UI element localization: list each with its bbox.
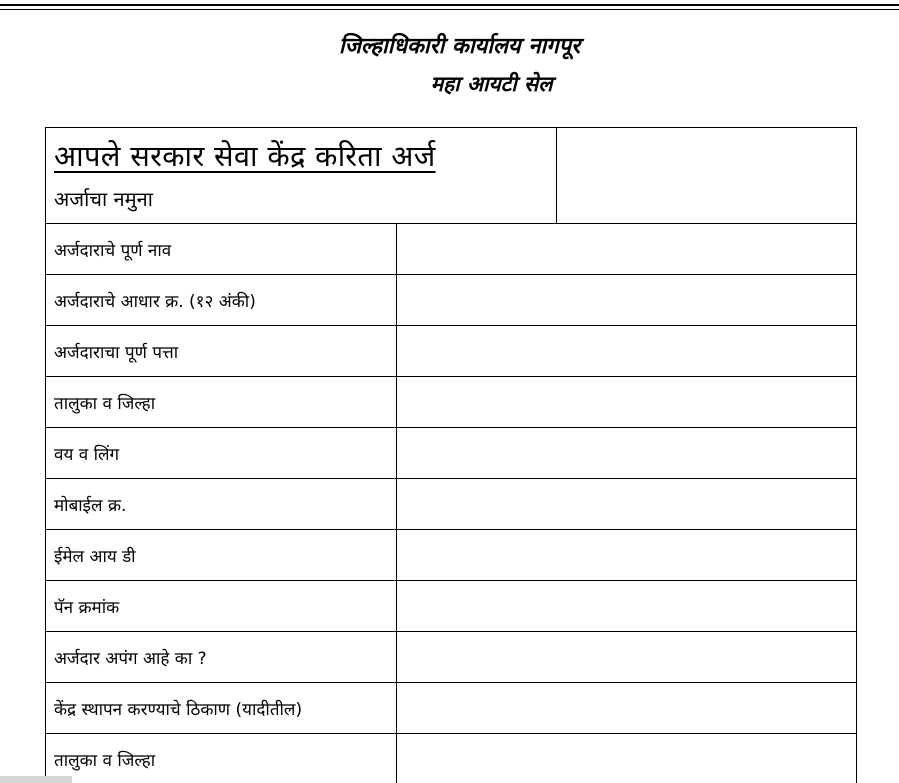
form-field-row <box>46 683 857 734</box>
field-label-applicant-name: अर्जदाराचे पूर्ण नाव <box>46 224 397 275</box>
form-title-row <box>46 128 857 224</box>
field-value-mobile[interactable] <box>397 479 857 530</box>
field-value-aadhaar-number[interactable] <box>397 275 857 326</box>
field-label-taluka-district: तालुका व जिल्हा <box>46 377 397 428</box>
page-scroll-tab <box>0 776 72 783</box>
form-field-row <box>46 479 857 530</box>
form-field-row <box>46 377 857 428</box>
field-label-age-gender: वय व लिंग <box>46 428 397 479</box>
field-label-center-location: केंद्र स्थापन करण्याचे ठिकाण (यादीतील) <box>46 683 397 734</box>
field-label-aadhaar-number: अर्जदाराचे आधार क्र. (१२ अंकी) <box>46 275 397 326</box>
form-subtitle: अर्जाचा नमुना <box>54 187 153 211</box>
top-double-rule <box>0 4 899 10</box>
field-label-disability: अर्जदार अपंग आहे का ? <box>46 632 397 683</box>
field-value-email[interactable] <box>397 530 857 581</box>
form-field-row <box>46 275 857 326</box>
field-value-center-location[interactable] <box>397 683 857 734</box>
field-value-age-gender[interactable] <box>397 428 857 479</box>
field-label-email: ईमेल आय डी <box>46 530 397 581</box>
form-title-cell <box>46 128 557 224</box>
form-field-row <box>46 224 857 275</box>
field-label-mobile: मोबाईल क्र. <box>46 479 397 530</box>
form-field-row <box>46 326 857 377</box>
field-value-center-taluka-district[interactable] <box>397 734 857 783</box>
field-label-full-address: अर्जदाराचा पूर्ण पत्ता <box>46 326 397 377</box>
field-value-disability[interactable] <box>397 632 857 683</box>
field-value-pan-number[interactable] <box>397 581 857 632</box>
application-form-table <box>45 127 857 783</box>
field-value-applicant-name[interactable] <box>397 224 857 275</box>
field-label-pan-number: पॅन क्रमांक <box>46 581 397 632</box>
field-label-center-taluka-district: तालुका व जिल्हा <box>46 734 397 783</box>
office-name-heading: जिल्हाधिकारी कार्यालय नागपूर <box>338 34 581 59</box>
form-title: आपले सरकार सेवा केंद्र करिता अर्ज <box>54 139 436 173</box>
form-field-row <box>46 734 857 783</box>
form-field-row <box>46 428 857 479</box>
form-field-row <box>46 632 857 683</box>
form-field-row <box>46 530 857 581</box>
field-value-full-address[interactable] <box>397 326 857 377</box>
form-field-row <box>46 581 857 632</box>
cell-name-heading: महा आयटी सेल <box>430 72 553 96</box>
field-value-taluka-district[interactable] <box>397 377 857 428</box>
photo-box <box>557 128 857 224</box>
